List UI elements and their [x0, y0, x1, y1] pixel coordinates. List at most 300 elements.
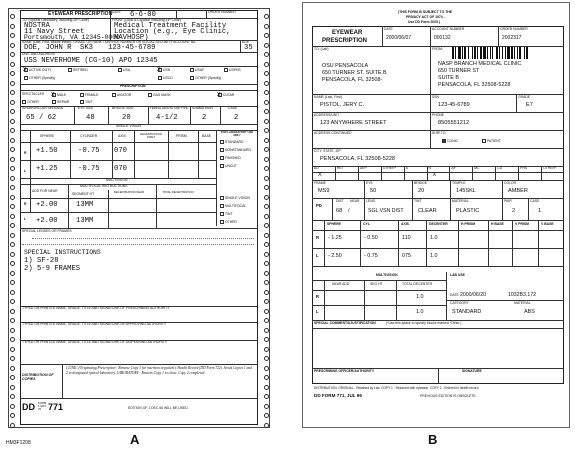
- lab-standard: STANDARD: [220, 140, 243, 144]
- b-rx-cell: 1.0: [430, 253, 438, 259]
- b-order: 2002317: [502, 35, 522, 41]
- b-to-line-3: PENSACOLA, FL 32508-: [322, 77, 383, 83]
- spectacles-label: SPECTACLES: [22, 92, 45, 96]
- b-status-mark: X: [432, 172, 437, 178]
- b-ship-patient: PATIENT: [482, 139, 501, 143]
- panel-a: [8, 0, 270, 432]
- sv-l-sphere: +1.25: [36, 165, 58, 173]
- barcode: [452, 47, 556, 59]
- form-a-edition: EDITION OF 1 DEC 66 WILL BE USED.: [128, 406, 189, 410]
- tractor-hole: [264, 309, 269, 314]
- b-case: 1: [538, 208, 542, 214]
- b-rx-gridline: [426, 220, 427, 266]
- b-mv-l-total: 1.0: [416, 309, 424, 315]
- form-a-dd: DD: [22, 402, 35, 412]
- b-ssn-label: SSN: [432, 95, 439, 99]
- b-near-label: NEAR: [350, 199, 360, 203]
- mv-add-header: ADD FOR NEAR: [32, 189, 58, 193]
- b-status-divider: [495, 166, 496, 180]
- b-address-cont-label: ADDRESS CONTINUED: [314, 131, 352, 135]
- spec-male-mark: x: [51, 91, 55, 98]
- barcode-bar: [490, 47, 491, 59]
- age-label: AGE: [242, 40, 250, 44]
- lab-tint: TINT: [220, 212, 233, 216]
- order-label: ORDER NUMBER: [208, 10, 236, 14]
- sv-r-sphere: +1.50: [36, 147, 58, 155]
- tractor-hole: [10, 423, 15, 428]
- tractor-hole: [10, 394, 15, 399]
- tractor-hole: [10, 185, 15, 190]
- lab-use-label: FOR LABORATORY USE ONLY: [220, 130, 254, 137]
- b-status-header: DEP: [359, 166, 367, 170]
- tractor-hole: [264, 100, 269, 105]
- lab-nonstandard: NONSTANDARD: [220, 148, 251, 152]
- tractor-hole: [264, 252, 269, 257]
- tractor-hole: [10, 375, 15, 380]
- sv-r-axis: 070: [114, 147, 127, 155]
- from-line-3: NAVHOSP): [114, 34, 149, 42]
- barcode-bar: [505, 47, 506, 59]
- case-label: CASE: [228, 106, 238, 110]
- b-rx-gridline: [312, 248, 564, 249]
- lab-finished: FINISHED: [220, 156, 241, 160]
- b-special-label: SPECIAL COMMENTS/JUSTIFICATION: [314, 321, 376, 325]
- b-status-header: MC: [474, 166, 480, 170]
- b-status-divider: [427, 166, 428, 180]
- b-status-header: A: [405, 166, 408, 170]
- spec-tint: TINT: [80, 100, 93, 104]
- tractor-hole: [10, 214, 15, 219]
- b-status-divider: [381, 166, 382, 180]
- tractor-hole: [264, 366, 269, 371]
- barcode-bar: [526, 47, 528, 59]
- status-usphs: USPHS: [224, 68, 241, 72]
- b-csz: PENSACOLA, FL 32508-5228: [320, 156, 396, 162]
- b-to-label: TO: (Lab): [314, 47, 329, 51]
- bridge-size-label: BRIDGE SIZE: [112, 106, 134, 110]
- b-status-header: OTHER*: [543, 166, 557, 170]
- tractor-hole: [264, 128, 269, 133]
- b-rx-header: H PRISM: [461, 222, 476, 226]
- b-rx-header: DECENTER: [429, 222, 448, 226]
- sv-sphere-header: SPHERE: [40, 134, 54, 138]
- spec-repair: REPAIR: [52, 100, 69, 104]
- b-mv-total-decenter: TOTAL DECENTER: [402, 282, 433, 286]
- b-status-header: CG: [497, 166, 503, 170]
- b-address-label: ADDRESS/UNIT: [314, 113, 340, 117]
- barcode-bar: [519, 47, 521, 59]
- b-rx-gridline: [312, 266, 564, 267]
- b-patient-ssn: 123-45-6789: [438, 102, 470, 108]
- tractor-hole: [10, 271, 15, 276]
- sv-right-label: R: [24, 151, 27, 155]
- b-lab-mat-label: MATERIAL: [514, 301, 531, 305]
- barcode-bar: [524, 47, 525, 59]
- tractor-hole: [264, 109, 269, 114]
- from-line-2: Location (e.g., Eye Clinic,: [114, 28, 231, 36]
- tractor-hole: [10, 128, 15, 133]
- b-date: 2000/06/07: [386, 35, 412, 41]
- tractor-hole: [10, 14, 15, 19]
- b-mv-l-label: L: [316, 309, 319, 314]
- tractor-hole: [10, 233, 15, 238]
- b-lab-use-label: LAB USE: [450, 273, 465, 277]
- b-rx-gridline: [312, 230, 564, 231]
- approving-signature-label: TYPED OR PRINTED NAME, GRADE, TITLE AND SIGNATURE OF APPROVING AUTHORITY: [22, 322, 167, 326]
- status-usn: USN: [158, 68, 170, 72]
- b-color-label: COLOR: [504, 181, 517, 185]
- lab-single-vision: SINGLE VISION: [220, 196, 250, 200]
- tractor-hole: [10, 223, 15, 228]
- b-status-divider: [449, 166, 450, 180]
- lab-multifocal: MULTIFOCAL: [220, 204, 246, 208]
- b-officer-label: PRESCRIBING OFFICER/AUTHORITY: [314, 369, 375, 373]
- sv-left-label: L: [24, 169, 27, 173]
- tractor-hole: [264, 214, 269, 219]
- b-name-label: NAME (Last, First): [314, 95, 342, 99]
- to-line-1: NOSTRA: [24, 22, 50, 30]
- tractor-hole: [10, 43, 15, 48]
- b-lab-date: 2000/06/20: [460, 292, 486, 298]
- b-rx-gridline: [398, 220, 399, 266]
- tractor-hole: [264, 166, 269, 171]
- b-mv-r-label: R: [316, 294, 320, 299]
- temple-label: TEMPLE LENGTH AND TYPE: [150, 106, 188, 110]
- b-grade-label: GRADE: [518, 95, 531, 99]
- sv-base-header: BASE: [202, 134, 212, 138]
- b-distribution: DISTRIBUTION: ORIGINAL - Retained by Lab. COPY 1 - Returned with eyewear. COPY 2 - Entered in health record.: [314, 386, 480, 390]
- tractor-hole: [10, 166, 15, 171]
- tractor-hole: [264, 261, 269, 266]
- dispensing-signature-label: TYPED OR PRINTED NAME, GRADE, TITLE AND SIGNATURE OF DISPENSING AUTHORITY: [22, 340, 168, 344]
- unit-label: UNIT AND ADDRESS: [22, 52, 55, 56]
- b-patient-grade: E7: [526, 102, 533, 108]
- b-rx-header: V PRISM: [515, 222, 529, 226]
- b-status-divider: [518, 166, 519, 180]
- b-status-header: AF: [451, 166, 456, 170]
- barcode-bar: [452, 47, 454, 59]
- tractor-hole: [10, 309, 15, 314]
- spec-aviator: AVIATOR: [112, 93, 131, 97]
- b-mv-r-total: 1.0: [416, 294, 424, 300]
- b-ship-label: SHIP TO:: [432, 131, 447, 135]
- spec-other: OTHER: [22, 100, 39, 104]
- tractor-hole: [264, 404, 269, 409]
- b-status-mark: X: [318, 172, 322, 178]
- b-tint: CLEAR: [418, 208, 437, 214]
- b-rx-gridline: [360, 220, 361, 266]
- b-rx-cell: 1.0: [430, 235, 438, 241]
- b-mv-seg-ht: SEG HT: [370, 282, 383, 286]
- tractor-hole: [264, 271, 269, 276]
- patient-ssn: 123-45-6789: [108, 44, 156, 52]
- sv-axis-header: AXIS: [118, 134, 126, 138]
- tractor-hole: [10, 328, 15, 333]
- status-active-mark: x: [23, 66, 27, 73]
- tractor-hole: [10, 261, 15, 266]
- barcode-bar: [474, 47, 476, 59]
- tractor-hole: [264, 24, 269, 29]
- tractor-hole: [10, 109, 15, 114]
- b-rx-header: SPHERE: [327, 222, 341, 226]
- b-rx-cell: 075: [402, 253, 411, 259]
- b-from-line-1: NASP BRANCH MEDICAL CLINIC: [438, 61, 522, 67]
- b-status-divider: [335, 166, 336, 180]
- tractor-hole: [10, 242, 15, 247]
- b-rx-cell: - 2.50: [328, 253, 342, 259]
- barcode-bar: [499, 47, 500, 59]
- barcode-bar: [514, 47, 515, 59]
- b-rx-gridline: [538, 220, 539, 266]
- barcode-bar: [464, 47, 466, 59]
- status-uscg: USCG: [158, 76, 173, 80]
- b-dist-label: DIST: [336, 199, 344, 203]
- tractor-hole: [10, 413, 15, 418]
- b-account-label: ACCOUNT NUMBER: [432, 27, 465, 31]
- b-ship-clinic: CLINIC: [442, 139, 458, 143]
- temple-value: 4-1/2: [156, 114, 178, 122]
- b-rx-header: CYL: [363, 222, 370, 226]
- date-label: DATE: [112, 10, 121, 14]
- single-vision-label: SINGLE VISION: [116, 124, 141, 128]
- panel-b: [302, 2, 572, 430]
- tractor-hole: [264, 328, 269, 333]
- mv-r-add: +2.00: [36, 201, 58, 209]
- barcode-bar: [472, 47, 473, 59]
- sv-r-cyl: -0.75: [78, 147, 100, 155]
- prescription-label: PRESCRIPTION: [120, 84, 146, 88]
- tractor-hole: [264, 62, 269, 67]
- barcode-bar: [502, 47, 503, 59]
- tractor-hole: [264, 195, 269, 200]
- panel-b-label: B: [428, 432, 438, 447]
- status-other: OTHER (Specify): [24, 76, 55, 80]
- mv-left-label: L: [24, 217, 27, 221]
- barcode-bar: [517, 47, 518, 59]
- b-phone: 8505551212: [438, 120, 470, 126]
- tractor-hole: [10, 252, 15, 257]
- eye-size-value: 48: [86, 114, 95, 122]
- spec-male: MALE: [52, 93, 66, 97]
- b-status-header: PHS: [520, 166, 528, 170]
- b-pd-label: PD: [316, 203, 322, 208]
- b-eye-label: EYE: [366, 181, 373, 185]
- b-lab-cat-label: CATEGORY: [450, 301, 469, 305]
- tractor-hole: [10, 90, 15, 95]
- b-rx-cell: 110: [402, 235, 411, 241]
- barcode-bar: [455, 47, 456, 59]
- b-previous-edition: PREVIOUS EDITION IS OBSOLETE.: [420, 394, 477, 398]
- b-status-header: OTHER*: [382, 166, 396, 170]
- status-retired: RETIRED: [68, 68, 88, 72]
- barcode-bar: [492, 47, 493, 59]
- b-account: 000132: [434, 35, 451, 41]
- privacy-line-3: Use DD Form 2005.): [408, 20, 441, 24]
- b-case-label: CASE: [530, 199, 540, 203]
- b-color: AMBER: [508, 188, 528, 194]
- special-lenses-label: SPECIAL LENSES OR FRAMES: [22, 229, 72, 233]
- tractor-hole: [264, 81, 269, 86]
- to-line-2: 11 Navy Street: [24, 28, 85, 36]
- panel-a-label: A: [130, 432, 140, 447]
- b-bridge-label: BRIDGE: [414, 181, 427, 185]
- b-patient-name: PISTOL, JERY C.: [320, 102, 365, 108]
- tractor-hole: [10, 347, 15, 352]
- barcode-bar: [511, 47, 513, 59]
- tractor-hole: [10, 176, 15, 181]
- tractor-hole: [10, 62, 15, 67]
- barcode-bar: [462, 47, 463, 59]
- b-from-line-3: SUITE B: [438, 75, 459, 81]
- status-usa: USA: [118, 68, 130, 72]
- b-mv-near-add: NEAR ADD: [332, 282, 350, 286]
- mv-total-header: TOTAL DECENTRATION: [162, 190, 194, 194]
- name-label: NAME (Last, First, Middle Initial) / GRADE OR RANK / SERVICE NUMBER OR SOCIAL SECURITY ACCOUNT No.: [22, 40, 197, 44]
- tractor-hole: [10, 157, 15, 162]
- form-a-date: FORM 1 MAY 76: [38, 401, 47, 411]
- ipd-label: INTERPUPILLARY DISTANCE: [22, 106, 64, 110]
- tractor-hole: [264, 147, 269, 152]
- mv-r-seg: 13MM: [76, 201, 94, 209]
- tractor-hole: [264, 337, 269, 342]
- tractor-hole: [264, 14, 269, 19]
- tractor-hole: [264, 204, 269, 209]
- b-multivision-label: MULTIVISION: [376, 273, 398, 277]
- tractor-hole: [264, 413, 269, 418]
- tractor-hole: [10, 195, 15, 200]
- spec-clear: CLEAR: [218, 93, 234, 97]
- b-rx-header: AXIS: [401, 222, 409, 226]
- spec-gasmask: GAS MASK: [148, 93, 171, 97]
- privacy-line-2: PRIVACY ACT OF 1974 -: [406, 15, 445, 19]
- tractor-hole: [264, 33, 269, 38]
- b-lens-label: LENS: [366, 199, 375, 203]
- b-lab-order: 1032B3.172: [508, 292, 536, 298]
- eye-size-label: EYE SIZE: [78, 106, 94, 110]
- tractor-hole: [264, 157, 269, 162]
- b-pd-dist: 68: [336, 208, 343, 214]
- bridge-size-value: 20: [122, 114, 131, 122]
- tractor-hole: [264, 299, 269, 304]
- b-eye: 50: [370, 188, 377, 194]
- case-value: 2: [234, 114, 239, 122]
- barcode-bar: [507, 47, 510, 59]
- b-rx-eye-label: R: [316, 235, 320, 240]
- form-a-title: EYEWEAR PRESCRIPTION: [48, 11, 113, 17]
- b-status-header: RET: [336, 166, 344, 170]
- barcode-bar: [487, 47, 488, 59]
- b-status-midline: [312, 172, 564, 173]
- barcode-bar: [458, 47, 461, 59]
- tractor-hole: [10, 366, 15, 371]
- b-order-label: ORDER NUMBER: [500, 27, 528, 31]
- b-from-label: FROM:: [432, 47, 443, 51]
- tractor-hole: [10, 404, 15, 409]
- multivision-label: MULTIVISION: [106, 178, 128, 182]
- lab-other: OTHER: [220, 220, 237, 224]
- pairs-value: 2: [202, 114, 207, 122]
- sv-l-cyl: -0.75: [78, 165, 100, 173]
- b-rx-cell: - 0.75: [364, 253, 378, 259]
- b-special-hint: (*Use this space to specify blocks marked *Other.): [386, 321, 462, 325]
- tractor-hole: [10, 280, 15, 285]
- b-status-divider: [358, 166, 359, 180]
- b-temple: 145SKL: [456, 188, 476, 194]
- tractor-hole: [264, 52, 269, 57]
- sv-cylinder-header: CYLINDER: [80, 134, 98, 138]
- special-line-1: 1) SF-28: [24, 257, 59, 265]
- mv-instructions-header: MULTIFOCAL INSTRUCTIONS: [80, 184, 128, 188]
- tractor-hole: [264, 176, 269, 181]
- b-status-divider: [404, 166, 405, 180]
- tractor-hole: [10, 138, 15, 143]
- tractor-hole: [10, 356, 15, 361]
- b-status-divider: [472, 166, 473, 180]
- from-line-1: Medical Treatment Facility: [114, 22, 227, 30]
- prescribing-signature-label: TYPED OR PRINTED NAME, GRADE, TITLE AND SIGNATURE OF PRESCRIBING AUTHORITY: [22, 306, 170, 310]
- tractor-hole: [10, 290, 15, 295]
- barcode-bar: [483, 47, 486, 59]
- tractor-hole: [10, 385, 15, 390]
- b-pair: 2: [512, 208, 516, 214]
- tractor-hole: [264, 223, 269, 228]
- b-material-label: MATERIAL: [452, 199, 469, 203]
- tractor-hole: [264, 90, 269, 95]
- b-pd-slash: /: [348, 208, 350, 214]
- b-rx-gridline: [488, 220, 489, 266]
- b-status-header: N: [428, 166, 431, 170]
- footer-code: HM3F1208: [6, 440, 31, 446]
- tractor-hole: [264, 43, 269, 48]
- form-a-number: 771: [48, 402, 64, 412]
- pairs-label: NUMBER PAIRS: [192, 106, 214, 110]
- tractor-hole: [264, 119, 269, 124]
- tractor-hole: [264, 185, 269, 190]
- b-rx-header: H BASE: [491, 222, 504, 226]
- mv-l-seg: 13MM: [76, 217, 94, 225]
- to-label: TO: (Optical Laboratory, including ZIP Code): [22, 18, 89, 22]
- tractor-hole: [264, 318, 269, 323]
- tractor-hole: [10, 71, 15, 76]
- distribution-text: CLINIC (Originating Prescription - Remove Copy 3 for insertion in patient's Health Record (DD Form 722). Sends Copies 1 and 2 to designated optical laboratory. LABORATORY - Returns Copy 1 to clinic. Copy 2 completed.: [66, 366, 252, 375]
- spec-female: FEMALE: [80, 93, 99, 97]
- tractor-hole: [10, 147, 15, 152]
- b-rx-gridline: [324, 220, 325, 266]
- b-tint-label: TINT: [414, 199, 422, 203]
- b-from-line-2: 650 TURNER ST: [438, 68, 480, 74]
- b-lab-date-label: DATE: [450, 293, 459, 297]
- status-usn-mark: x: [157, 66, 161, 73]
- sv-l-axis: 070: [114, 165, 127, 173]
- tractor-hole: [10, 24, 15, 29]
- barcode-bar: [468, 47, 469, 59]
- b-rx-cell: - 0.50: [364, 235, 378, 241]
- b-from-line-4: PENSACOLA, FL 32508-5228: [438, 82, 511, 88]
- form-b-title-1: EYEWEAR: [332, 30, 363, 36]
- tractor-hole: [264, 290, 269, 295]
- b-bridge: 20: [418, 188, 425, 194]
- b-signature-label: SIGNATURE: [462, 369, 482, 373]
- tractor-hole: [10, 119, 15, 124]
- b-to-line-1: OSU PENSACOLA: [322, 63, 369, 69]
- tractor-hole: [264, 242, 269, 247]
- mv-segment-header: SEGMENT HT: [72, 192, 95, 196]
- spec-clear-mark: x: [217, 91, 221, 98]
- b-form-number: DD FORM 771, JUL 96: [314, 393, 362, 398]
- tractor-hole: [264, 356, 269, 361]
- status-other-2: OTHER (Specify): [190, 76, 221, 80]
- from-label: FROM: (Clinic & Location including ZIP Code): [112, 18, 181, 22]
